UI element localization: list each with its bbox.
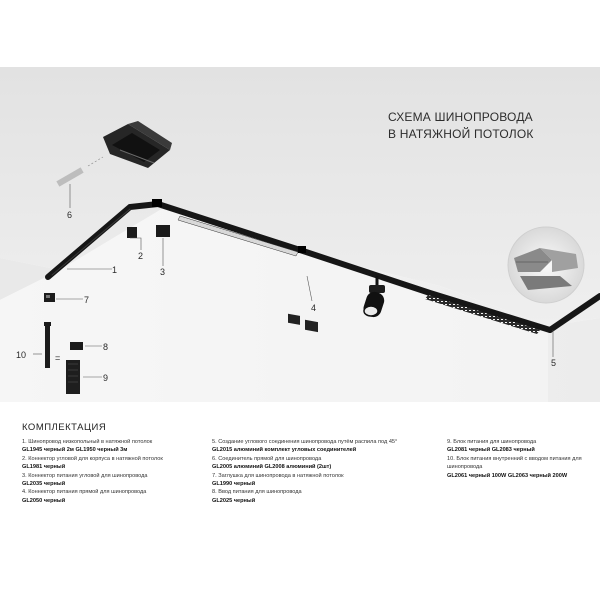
callout-8: 8 xyxy=(103,342,109,352)
scheme-title xyxy=(388,109,534,143)
kit-item xyxy=(212,438,442,455)
kit-item-codes: GL1945 черный 2м GL1950 черный 3м xyxy=(22,447,128,454)
kit-header: КОМПЛЕКТАЦИЯ xyxy=(22,422,107,433)
kit-item xyxy=(22,488,202,505)
kit-item-codes: GL1981 черный xyxy=(22,464,66,471)
kit-item xyxy=(212,455,442,472)
kit-item-title: 8. Ввод питания для шинопровода xyxy=(212,489,302,496)
kit-item xyxy=(212,488,442,505)
callout-9: 9 xyxy=(103,373,109,383)
kit-item xyxy=(22,472,202,489)
scheme-title-line-2: В НАТЯЖНОЙ ПОТОЛОК xyxy=(388,127,534,141)
kit-item xyxy=(447,455,592,480)
kit-column-3 xyxy=(447,438,592,480)
callout-3: 3 xyxy=(160,267,166,277)
kit-item-codes: GL2050 черный xyxy=(22,497,66,504)
callout-1: 1 xyxy=(112,265,118,275)
kit-item-title: 3. Коннектор питания угловой для шинопровода xyxy=(22,472,148,479)
kit-column-2 xyxy=(212,438,442,505)
callout-10: 10 xyxy=(16,350,27,360)
kit-item xyxy=(212,472,442,489)
zoom-detail-circle xyxy=(508,227,584,303)
track-joint xyxy=(298,246,306,253)
kit-item-title: 4. Коннектор питания прямой для шинопровода xyxy=(22,489,147,496)
kit-item-codes: GL2061 черный 100W GL2063 черный 200W xyxy=(447,472,568,479)
kit-item xyxy=(22,438,202,455)
kit-column-1 xyxy=(22,438,202,505)
kit-item-codes: GL2025 черный xyxy=(212,497,256,504)
kit-item-title: 6. Соединитель прямой для шинопровода xyxy=(212,455,322,462)
callout-4: 4 xyxy=(311,303,317,313)
kit-item xyxy=(22,455,202,472)
end-cap-icon xyxy=(44,293,55,302)
kit-item-title: 10. Блок питания внутренний с вводом питания для шинопровода xyxy=(447,455,582,471)
track-joint xyxy=(152,199,162,207)
kit-item-title: 9. Блок питания для шинопровода xyxy=(447,439,537,445)
kit-item-title: 1. Шинопровод низкопольный в натяжной потолок xyxy=(22,439,153,445)
kit-item-codes: GL1990 черный xyxy=(212,481,256,488)
kit-item-title: 7. Заглушка для шинопровода в натяжной потолок xyxy=(212,472,344,479)
power-feed-icon xyxy=(44,322,51,368)
callout-7: 7 xyxy=(84,295,90,305)
kit-item-title: 2. Коннектор угловой для корпуса в натяжной потолок xyxy=(22,455,163,462)
kit-item-codes: GL2015 алюминий комплект угловых соединителей xyxy=(212,447,357,454)
kit-item-codes: GL2035 черный xyxy=(22,481,66,488)
callout-5: 5 xyxy=(551,358,557,368)
callout-2: 2 xyxy=(138,251,144,261)
equals-sign: = xyxy=(55,353,61,363)
scheme-title-line-1: СХЕМА ШИНОПРОВОДА xyxy=(388,110,533,124)
kit-item-title: 5. Создание углового соединения шинопровода путём распила под 45° xyxy=(212,439,398,445)
callout-6: 6 xyxy=(67,210,73,220)
kit-item-codes: GL2081 черный GL2083 черный xyxy=(447,447,535,454)
kit-item-codes: GL2005 алюминий GL2008 алюминий (2шт) xyxy=(212,464,332,471)
kit-item xyxy=(447,438,592,455)
